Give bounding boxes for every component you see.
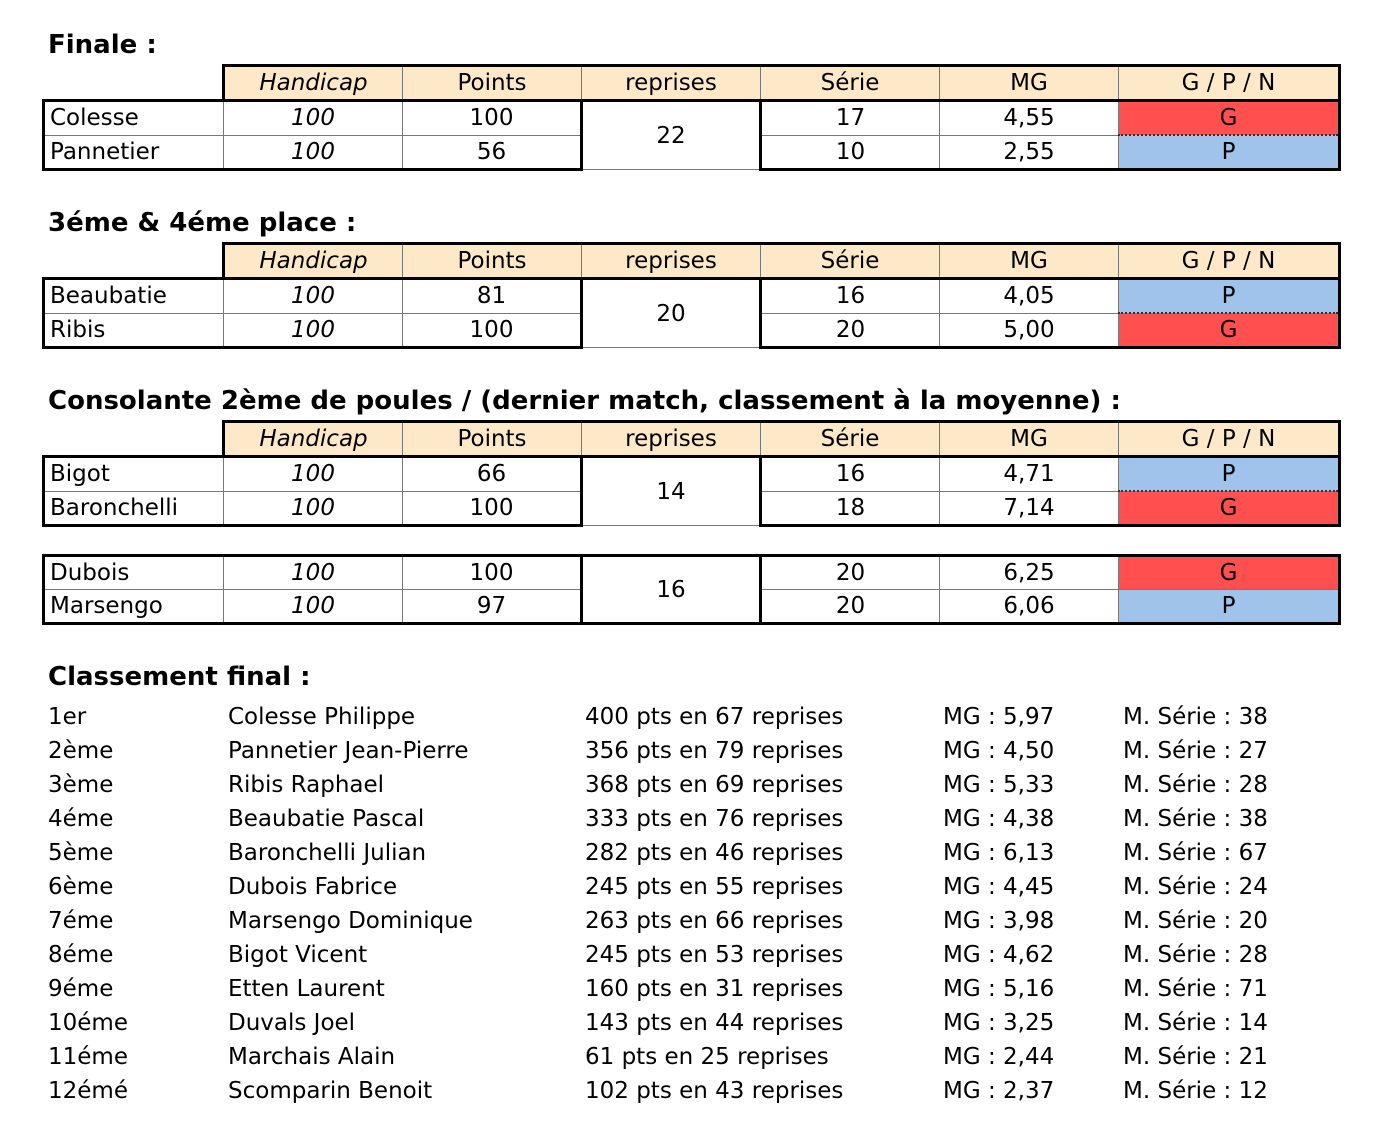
finale-table-wrap bbox=[42, 64, 1338, 171]
table-header-row bbox=[44, 66, 1340, 101]
list-item bbox=[48, 1006, 1348, 1040]
max-serie-value: M. Série : 27 bbox=[1123, 738, 1268, 764]
max-serie-value: M. Série : 38 bbox=[1123, 704, 1268, 730]
player-fullname: Colesse Philippe bbox=[228, 704, 416, 730]
mg-value: MG : 4,62 bbox=[943, 942, 1055, 968]
result-cell: G bbox=[1119, 101, 1340, 136]
list-item bbox=[48, 802, 1348, 836]
handicap-cell: 100 bbox=[224, 491, 403, 526]
max-serie-value: M. Série : 20 bbox=[1123, 908, 1268, 934]
serie-cell: 18 bbox=[761, 491, 940, 526]
list-item bbox=[48, 870, 1348, 904]
handicap-cell: 100 bbox=[224, 590, 403, 624]
max-serie-value: M. Série : 24 bbox=[1123, 874, 1268, 900]
list-item bbox=[48, 938, 1348, 972]
header-reprises: reprises bbox=[582, 66, 761, 101]
header-handicap: Handicap bbox=[224, 66, 403, 101]
points-cell: 100 bbox=[403, 556, 582, 590]
header-serie: Série bbox=[761, 244, 940, 279]
list-item bbox=[48, 1040, 1348, 1074]
header-gpn: G / P / N bbox=[1119, 244, 1340, 279]
list-item bbox=[48, 1074, 1348, 1108]
classement-list bbox=[48, 700, 1348, 1108]
reprises-cell: 14 bbox=[582, 457, 761, 526]
points-summary: 333 pts en 76 reprises bbox=[585, 806, 844, 832]
mg-value: MG : 5,97 bbox=[943, 704, 1055, 730]
classement-title: Classement final : bbox=[48, 662, 311, 692]
rank-label: 6ème bbox=[48, 874, 114, 900]
result-cell: P bbox=[1119, 590, 1340, 624]
table-header-row bbox=[44, 422, 1340, 457]
mg-value: MG : 2,44 bbox=[943, 1044, 1055, 1070]
max-serie-value: M. Série : 67 bbox=[1123, 840, 1268, 866]
points-summary: 143 pts en 44 reprises bbox=[585, 1010, 844, 1036]
header-points: Points bbox=[403, 244, 582, 279]
player-name: Dubois bbox=[44, 556, 224, 590]
player-fullname: Scomparin Benoit bbox=[228, 1078, 433, 1104]
list-item bbox=[48, 972, 1348, 1006]
mg-value: MG : 4,50 bbox=[943, 738, 1055, 764]
player-fullname: Ribis Raphael bbox=[228, 772, 385, 798]
reprises-cell: 16 bbox=[582, 556, 761, 624]
mg-value: MG : 3,25 bbox=[943, 1010, 1055, 1036]
rank-label: 11éme bbox=[48, 1044, 128, 1070]
result-cell: G bbox=[1119, 313, 1340, 348]
mg-value: MG : 5,33 bbox=[943, 772, 1055, 798]
handicap-cell: 100 bbox=[224, 279, 403, 314]
player-fullname: Baronchelli Julian bbox=[228, 840, 427, 866]
serie-cell: 16 bbox=[761, 457, 940, 492]
rank-label: 4éme bbox=[48, 806, 114, 832]
points-cell: 66 bbox=[403, 457, 582, 492]
player-fullname: Etten Laurent bbox=[228, 976, 385, 1002]
handicap-cell: 100 bbox=[224, 457, 403, 492]
third-table bbox=[42, 242, 1341, 349]
points-summary: 368 pts en 69 reprises bbox=[585, 772, 844, 798]
points-summary: 160 pts en 31 reprises bbox=[585, 976, 844, 1002]
handicap-cell: 100 bbox=[224, 556, 403, 590]
list-item bbox=[48, 768, 1348, 802]
mg-value: MG : 5,16 bbox=[943, 976, 1055, 1002]
consolante-table2-wrap bbox=[42, 554, 1338, 625]
header-gpn: G / P / N bbox=[1119, 422, 1340, 457]
header-mg: MG bbox=[940, 422, 1119, 457]
player-name: Marsengo bbox=[44, 590, 224, 624]
rank-label: 7éme bbox=[48, 908, 114, 934]
header-handicap: Handicap bbox=[224, 422, 403, 457]
list-item bbox=[48, 734, 1348, 768]
rank-label: 10éme bbox=[48, 1010, 128, 1036]
header-handicap: Handicap bbox=[224, 244, 403, 279]
max-serie-value: M. Série : 12 bbox=[1123, 1078, 1268, 1104]
table-row bbox=[44, 279, 1340, 314]
header-serie: Série bbox=[761, 422, 940, 457]
player-name: Beaubatie bbox=[44, 279, 224, 314]
table-row bbox=[44, 101, 1340, 136]
player-fullname: Beaubatie Pascal bbox=[228, 806, 425, 832]
rank-label: 2ème bbox=[48, 738, 114, 764]
table-header-row bbox=[44, 244, 1340, 279]
serie-cell: 20 bbox=[761, 556, 940, 590]
points-summary: 356 pts en 79 reprises bbox=[585, 738, 844, 764]
header-reprises: reprises bbox=[582, 244, 761, 279]
max-serie-value: M. Série : 14 bbox=[1123, 1010, 1268, 1036]
player-name: Baronchelli bbox=[44, 491, 224, 526]
handicap-cell: 100 bbox=[224, 135, 403, 170]
mg-cell: 6,25 bbox=[940, 556, 1119, 590]
points-summary: 263 pts en 66 reprises bbox=[585, 908, 844, 934]
serie-cell: 17 bbox=[761, 101, 940, 136]
player-name: Ribis bbox=[44, 313, 224, 348]
mg-cell: 4,05 bbox=[940, 279, 1119, 314]
result-cell: P bbox=[1119, 279, 1340, 314]
list-item bbox=[48, 904, 1348, 938]
consolante-table bbox=[42, 420, 1341, 527]
rank-label: 1er bbox=[48, 704, 87, 730]
points-summary: 400 pts en 67 reprises bbox=[585, 704, 844, 730]
player-fullname: Marchais Alain bbox=[228, 1044, 396, 1070]
header-gpn: G / P / N bbox=[1119, 66, 1340, 101]
mg-value: MG : 6,13 bbox=[943, 840, 1055, 866]
max-serie-value: M. Série : 38 bbox=[1123, 806, 1268, 832]
list-item bbox=[48, 700, 1348, 734]
result-cell: P bbox=[1119, 457, 1340, 492]
player-name: Colesse bbox=[44, 101, 224, 136]
max-serie-value: M. Série : 21 bbox=[1123, 1044, 1268, 1070]
points-summary: 245 pts en 53 reprises bbox=[585, 942, 844, 968]
result-cell: P bbox=[1119, 135, 1340, 170]
handicap-cell: 100 bbox=[224, 313, 403, 348]
rank-label: 12émé bbox=[48, 1078, 128, 1104]
mg-cell: 4,55 bbox=[940, 101, 1119, 136]
points-cell: 56 bbox=[403, 135, 582, 170]
serie-cell: 20 bbox=[761, 590, 940, 624]
table-row bbox=[44, 556, 1340, 590]
mg-value: MG : 3,98 bbox=[943, 908, 1055, 934]
result-cell: G bbox=[1119, 556, 1340, 590]
mg-cell: 7,14 bbox=[940, 491, 1119, 526]
mg-value: MG : 2,37 bbox=[943, 1078, 1055, 1104]
player-name: Bigot bbox=[44, 457, 224, 492]
points-cell: 97 bbox=[403, 590, 582, 624]
header-reprises: reprises bbox=[582, 422, 761, 457]
max-serie-value: M. Série : 71 bbox=[1123, 976, 1268, 1002]
max-serie-value: M. Série : 28 bbox=[1123, 772, 1268, 798]
player-fullname: Marsengo Dominique bbox=[228, 908, 473, 934]
reprises-cell: 20 bbox=[582, 279, 761, 348]
consolante-table-wrap bbox=[42, 420, 1338, 527]
consolante-title: Consolante 2ème de poules / (dernier match, classement à la moyenne) : bbox=[48, 386, 1121, 416]
mg-value: MG : 4,38 bbox=[943, 806, 1055, 832]
points-summary: 245 pts en 55 reprises bbox=[585, 874, 844, 900]
result-cell: G bbox=[1119, 491, 1340, 526]
finale-title: Finale : bbox=[48, 30, 157, 60]
mg-value: MG : 4,45 bbox=[943, 874, 1055, 900]
player-fullname: Bigot Vicent bbox=[228, 942, 368, 968]
player-fullname: Pannetier Jean-Pierre bbox=[228, 738, 469, 764]
third-table-wrap bbox=[42, 242, 1338, 349]
player-name: Pannetier bbox=[44, 135, 224, 170]
serie-cell: 10 bbox=[761, 135, 940, 170]
consolante-table-2 bbox=[42, 554, 1341, 625]
points-cell: 81 bbox=[403, 279, 582, 314]
table-row bbox=[44, 457, 1340, 492]
reprises-cell: 22 bbox=[582, 101, 761, 170]
serie-cell: 16 bbox=[761, 279, 940, 314]
header-serie: Série bbox=[761, 66, 940, 101]
rank-label: 9éme bbox=[48, 976, 114, 1002]
header-points: Points bbox=[403, 66, 582, 101]
finale-table bbox=[42, 64, 1341, 171]
handicap-cell: 100 bbox=[224, 101, 403, 136]
mg-cell: 4,71 bbox=[940, 457, 1119, 492]
mg-cell: 6,06 bbox=[940, 590, 1119, 624]
mg-cell: 2,55 bbox=[940, 135, 1119, 170]
points-cell: 100 bbox=[403, 313, 582, 348]
header-mg: MG bbox=[940, 244, 1119, 279]
header-points: Points bbox=[403, 422, 582, 457]
rank-label: 8éme bbox=[48, 942, 114, 968]
rank-label: 5ème bbox=[48, 840, 114, 866]
points-summary: 102 pts en 43 reprises bbox=[585, 1078, 844, 1104]
player-fullname: Dubois Fabrice bbox=[228, 874, 398, 900]
points-cell: 100 bbox=[403, 491, 582, 526]
third-place-title: 3éme & 4éme place : bbox=[48, 208, 357, 238]
points-summary: 282 pts en 46 reprises bbox=[585, 840, 844, 866]
points-cell: 100 bbox=[403, 101, 582, 136]
player-fullname: Duvals Joel bbox=[228, 1010, 356, 1036]
list-item bbox=[48, 836, 1348, 870]
serie-cell: 20 bbox=[761, 313, 940, 348]
header-mg: MG bbox=[940, 66, 1119, 101]
points-summary: 61 pts en 25 reprises bbox=[585, 1044, 829, 1070]
rank-label: 3ème bbox=[48, 772, 114, 798]
mg-cell: 5,00 bbox=[940, 313, 1119, 348]
max-serie-value: M. Série : 28 bbox=[1123, 942, 1268, 968]
